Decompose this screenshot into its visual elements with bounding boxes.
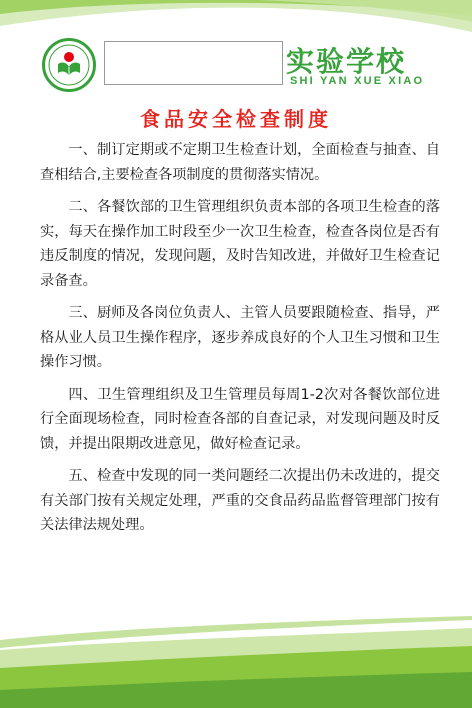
school-emblem-icon [42, 38, 96, 92]
paragraph: 一、制订定期或不定期卫生检查计划，全面检查与抽查、自查相结合,主要检查各项制度的贯彻落实情况。 [40, 142, 440, 183]
regulation-body [40, 138, 440, 546]
school-name-placeholder [104, 41, 283, 85]
paragraph: 四、卫生管理组织及卫生管理员每周1-2次对各餐饮部位进行全面现场检查，同时检查各部的自查记录，对发现问题及时反馈，并提出限期改进意见，做好检查记录。 [40, 386, 440, 452]
paragraph: 五、检查中发现的同一类问题经二次提出仍未改进的，提交有关部门按有关规定处理，严重的交食品药品监督管理部门按有关法律法规处理。 [40, 468, 440, 533]
school-name-en: SHI YAN XUE XIAO [290, 75, 425, 87]
page-title: 食品安全检查制度 [140, 107, 332, 131]
school-name-cn: 实验学校 [286, 45, 407, 78]
paragraph: 二、各餐饮部的卫生管理组织负责本部的各项卫生检查的落实，每天在操作加工时段至少一次卫生检查，检查各岗位是否有违反制度的情况，发现问题，及时告知改进，并做好卫生检查记录备查。 [40, 199, 440, 289]
paragraph: 三、厨师及各岗位负责人、主管人员要跟随检查、指导，严格从业人员卫生操作程序，逐步养成良好的个人卫生习惯和卫生操作习惯。 [40, 305, 440, 370]
